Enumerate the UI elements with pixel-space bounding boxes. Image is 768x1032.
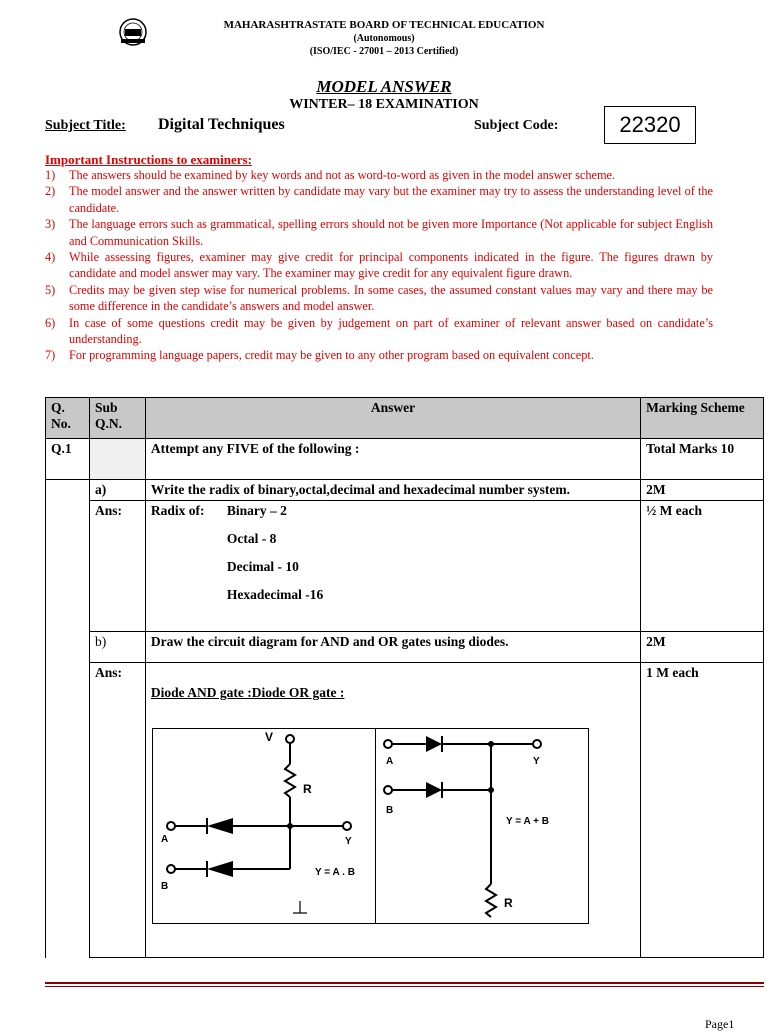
or-r-label: R [504, 896, 513, 910]
instruction-item: 5) Credits may be given step wise for numerical problems. In some cases, the assumed constant values may vary and there may be some difference in the candidate’s answers and model answer. [45, 282, 713, 314]
input-b-terminal [384, 786, 392, 794]
output-y-terminal [533, 740, 541, 748]
instruction-item: 2) The model answer and the answer written by candidate may vary but the examiner may try to assess the understanding level of the candidate. [45, 184, 713, 215]
instruction-item: 4) While assessing figures, examiner may give credit for principal components indicated in the figure. The figures drawn by candidate and model answer may vary. The examiner may give credit for any equivalent figure drawn. [45, 250, 713, 281]
header-subqn: Sub Q.N. [89, 398, 145, 439]
instruction-item: 7) For programming language papers, credit may be given to any other program based on equivalent concept. [45, 348, 594, 363]
certification-label: (ISO/IEC - 27001 – 2013 Certified) [309, 46, 459, 57]
table-row [46, 480, 764, 501]
radix-octal: Octal - 8 [226, 531, 277, 546]
document-title: MODEL ANSWER [316, 77, 452, 96]
or-a-label: A [386, 756, 394, 767]
radix-hex: Hexadecimal -16 [226, 587, 324, 602]
radix-label: Radix of: [150, 503, 205, 518]
and-a-label: A [161, 834, 169, 845]
q1-total-marks: Total Marks 10 [641, 439, 764, 480]
board-name: MAHARASHTRASTATE BOARD OF TECHNICAL EDUCATION [223, 19, 545, 31]
instruction-item: 3) The language errors such as grammatical, spelling errors should not be given more Importance (Not applicable for subject English and Communication Skills. [45, 217, 713, 248]
qa-ans-marks: ½ M each [641, 501, 764, 632]
resistor [285, 764, 295, 797]
qa-answer [145, 501, 640, 632]
page-number: Page1 [705, 1017, 735, 1031]
table-row [46, 439, 764, 480]
output-y-terminal [343, 822, 351, 830]
instructions-heading: Important Instructions to examiners: [45, 152, 252, 167]
subject-code-label: Subject Code: [474, 118, 559, 133]
qa-ans-label: Ans: [89, 501, 145, 632]
header-qno: Q. No. [46, 398, 90, 439]
input-a-terminal [167, 822, 175, 830]
table-row [46, 501, 764, 632]
or-b-label: B [386, 805, 394, 816]
and-y-label: Y [345, 836, 352, 847]
diode-or-gate-diagram [375, 728, 589, 924]
input-b-terminal [167, 865, 175, 873]
and-b-label: B [161, 881, 169, 892]
subject-code-box: 22320 [604, 106, 696, 144]
instruction-item: 6) In case of some questions credit may be given by judgement on part of examiner of relevant answer based on candidate’s understanding. [45, 315, 713, 347]
footer-rule-thin [45, 986, 764, 987]
or-y-label: Y [533, 756, 540, 767]
qb-sub: b) [89, 632, 145, 663]
qa-sub: a) [89, 480, 145, 501]
diode-a [207, 818, 233, 834]
header-answer: Answer [145, 398, 640, 439]
qb-ans-label: Ans: [89, 663, 145, 958]
or-equation: Y = A + B [506, 816, 549, 827]
qa-question: Write the radix of binary,octal,decimal and hexadecimal number system. [145, 480, 640, 501]
instructions-list [45, 167, 713, 364]
footer-rule [45, 982, 764, 984]
diode-a [426, 736, 442, 752]
table-row [46, 632, 764, 663]
autonomous-label: (Autonomous) [353, 33, 415, 44]
and-equation: Y = A . B [315, 867, 355, 878]
input-a-terminal [384, 740, 392, 748]
table-header-row [46, 398, 764, 439]
qb-marks: 2M [641, 632, 764, 663]
radix-binary: Binary – 2 [226, 503, 287, 518]
diode-and-gate-diagram [152, 728, 376, 924]
vcc-terminal [286, 735, 294, 743]
q1-instruction: Attempt any FIVE of the following : [145, 439, 640, 480]
subject-title-label: Subject Title: [45, 118, 126, 133]
and-v-label: V [265, 730, 274, 744]
header-marking: Marking Scheme [641, 398, 764, 439]
q1-number: Q.1 [46, 439, 90, 480]
radix-decimal: Decimal - 10 [226, 559, 299, 574]
q1-number-spacer [46, 480, 90, 958]
diagram-caption: Diode AND gate :Diode OR gate : [150, 685, 345, 700]
subject-title: Digital Techniques [158, 116, 285, 133]
exam-name: WINTER– 18 EXAMINATION [289, 97, 479, 112]
qb-question: Draw the circuit diagram for AND and OR gates using diodes. [145, 632, 640, 663]
qa-marks: 2M [641, 480, 764, 501]
and-r-label: R [303, 782, 312, 796]
qb-ans-marks: 1 M each [641, 663, 764, 958]
instruction-item: 1) The answers should be examined by key words and not as word-to-word as given in the model answer scheme. [45, 168, 616, 182]
diode-b [207, 861, 233, 877]
diode-b [426, 782, 442, 798]
q1-sub-empty [89, 439, 145, 480]
